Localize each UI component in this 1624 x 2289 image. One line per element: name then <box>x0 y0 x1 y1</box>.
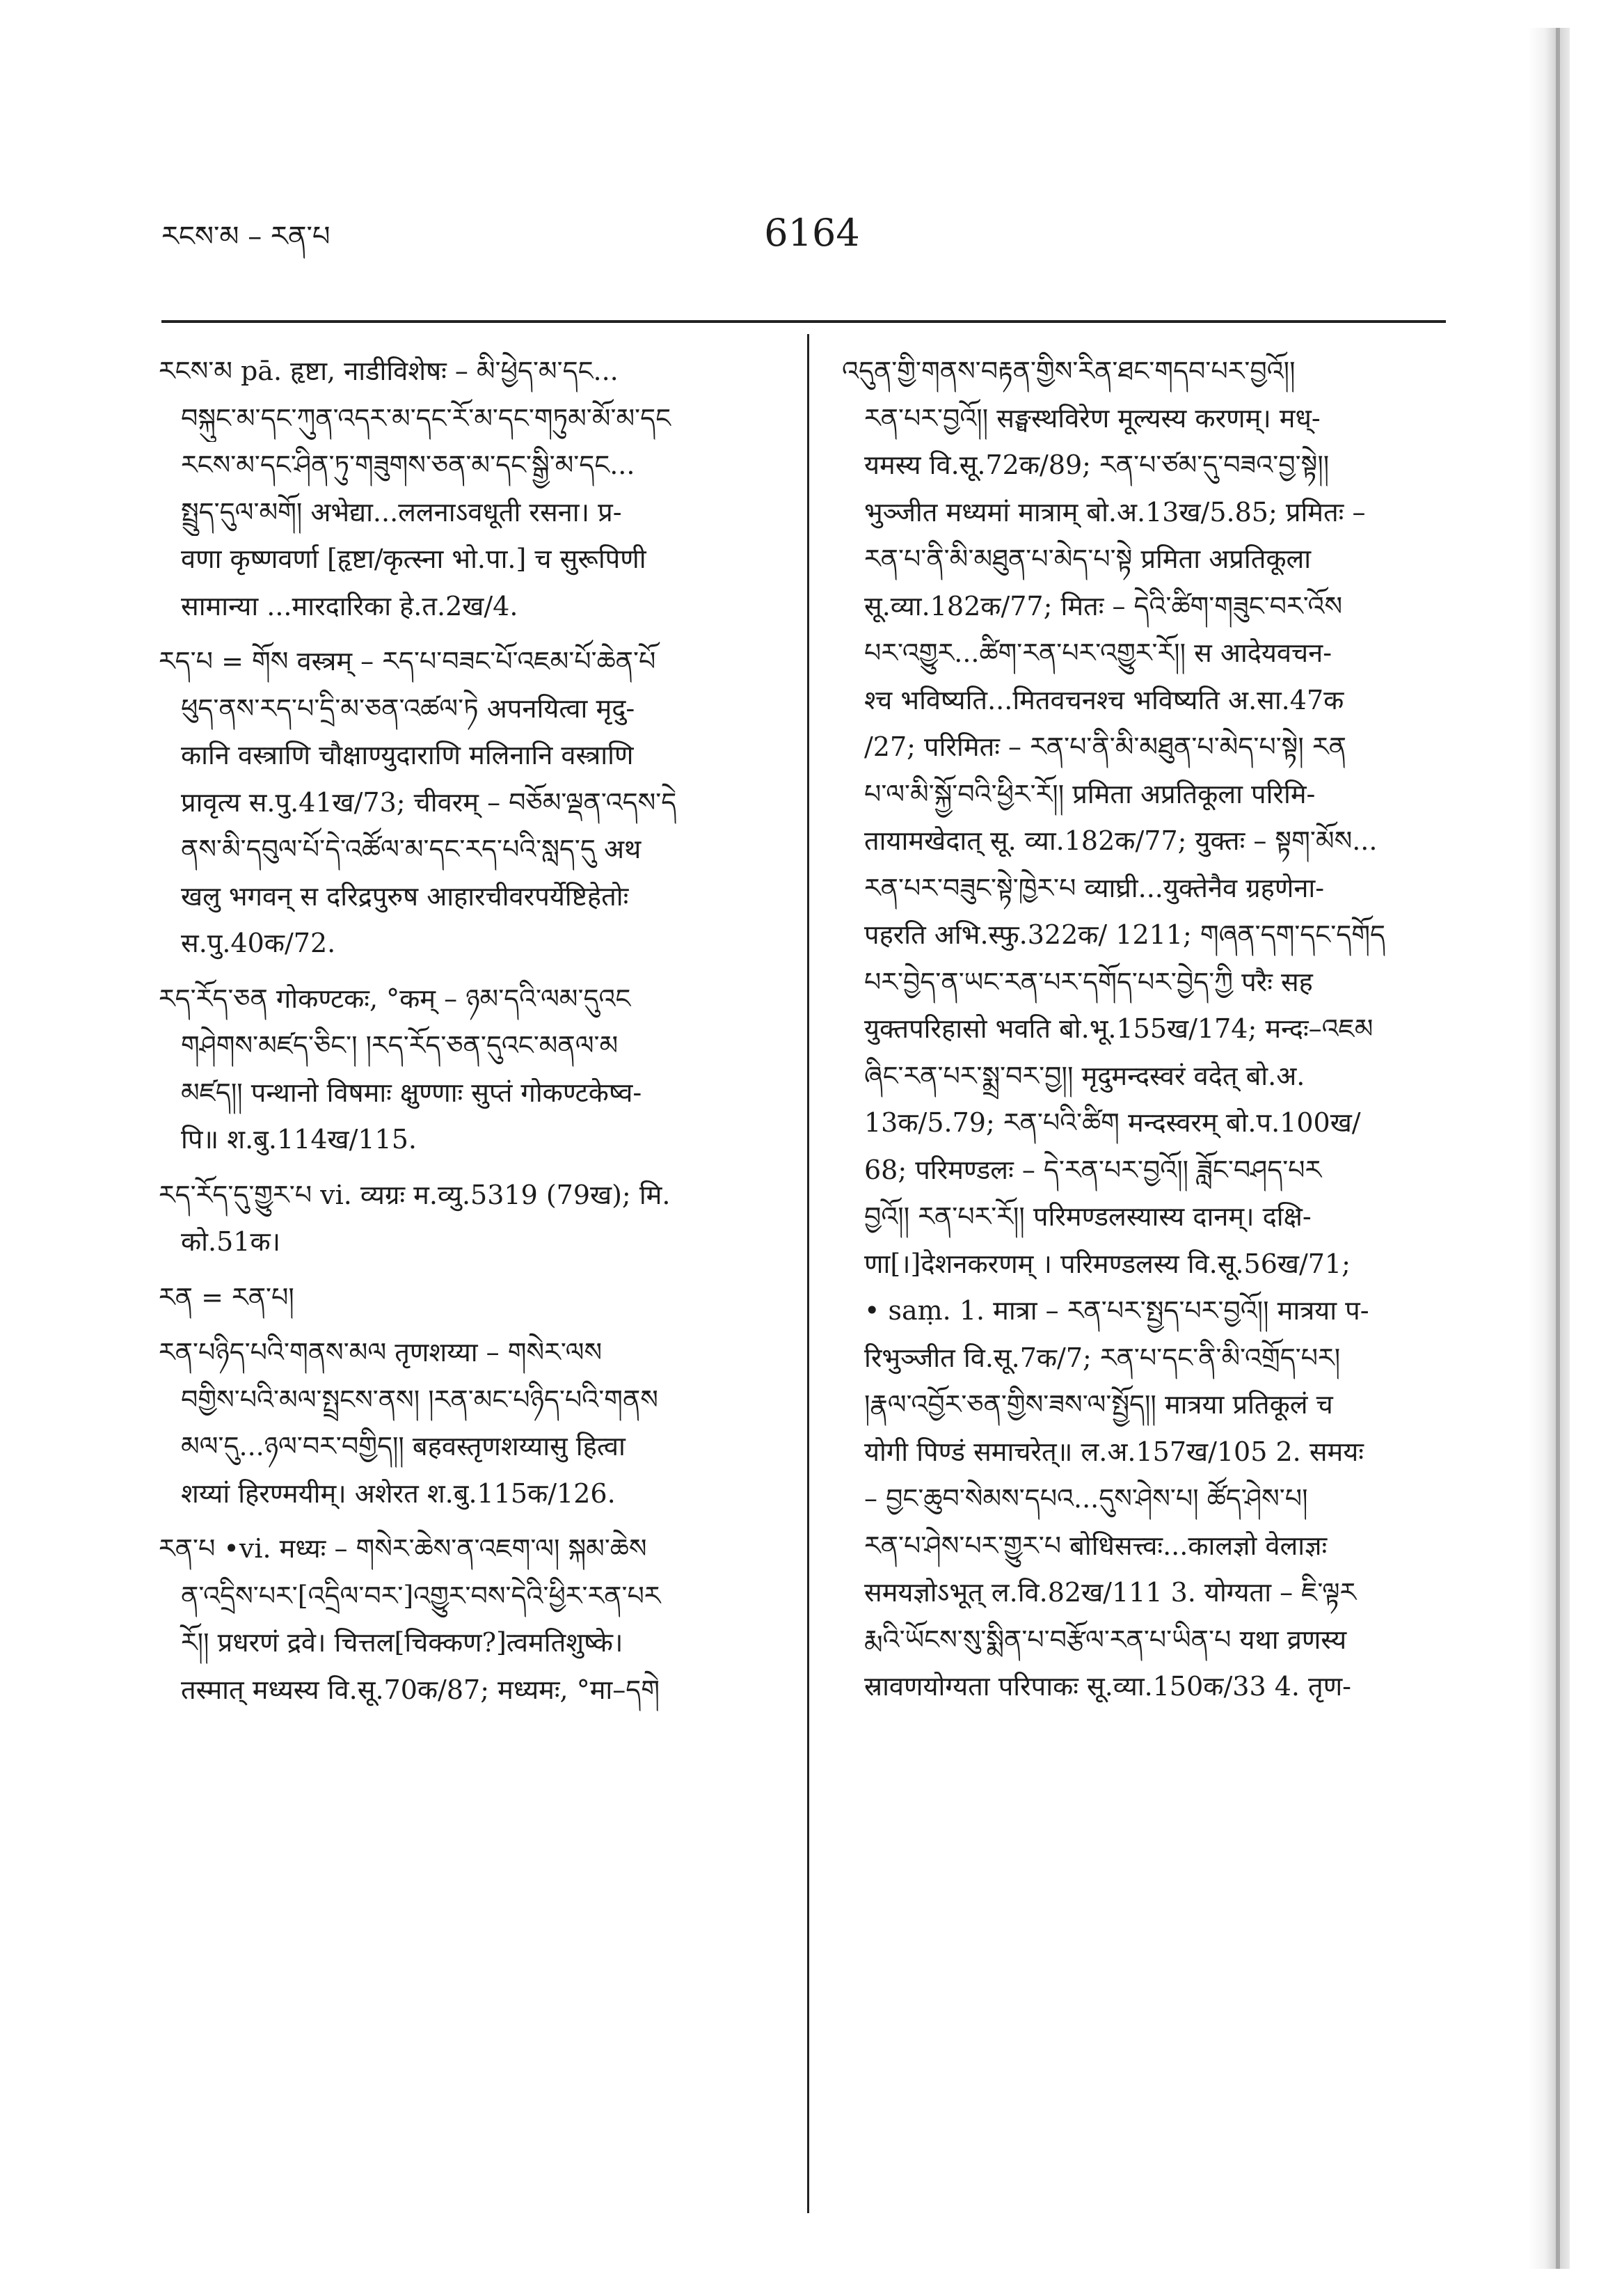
dictionary-entry <box>159 1172 764 1266</box>
entry-line: कानि वस्त्राणि चौक्षाण्युदाराणि मलिनानि वस्त्राणि <box>181 740 634 770</box>
entry-line: को.51क। <box>181 1226 281 1257</box>
entry-line: རན་པར་བྱའོ།། सङ्घस्थविरेण मूल्यस्य करणम्। मध्- <box>864 402 1321 434</box>
entry-line: रिभुञ्जीत वि.सू.7क/7; རན་པ་དང་ནི་མི་འགྲོད་པར། <box>864 1342 1341 1373</box>
entry-line: མལ་དུ...ཉལ་བར་བགྱིད།། बहवस्तृणशय्यासु हित्वा <box>181 1431 626 1462</box>
entry-line: ཞིང་རན་པར་སྨྲ་བར་བྱ།། मृदुमन्दस्वरं वदेत् बो.अ. <box>864 1060 1305 1091</box>
entry-line: རོ།། प्रधरणं द्रवे। चित्तल[चिक्कण?]त्वमतिशुष्के। <box>181 1627 623 1658</box>
left-column <box>159 348 764 1722</box>
entry-line: णा[।]देशनकरणम् । परिमण्डलस्य वि.सू.56ख/71; <box>864 1248 1351 1279</box>
entry-line: प्रावृत्य स.पु.41ख/73; चीवरम् – བཅོམ་ལྡན་འདས་དེ <box>181 786 677 818</box>
entry-line: རན = རན་པ། <box>159 1281 294 1313</box>
page-number: 6164 <box>764 211 860 255</box>
entry-line: /27; परिमितः – རན་པ་ནི་མི་མཐུན་པ་མེད་པ་སྟེ། རན <box>864 731 1346 762</box>
column-divider <box>807 334 809 2213</box>
entry-line: स्रावणयोग्यता परिपाकः सू.व्या.150क/33 4. तृण- <box>864 1671 1352 1702</box>
entry-line: རན་པར་བཟུང་སྟེ་ཁྱེར་པ व्याघ्री...युक्तेनैव ग्रहणेना- <box>864 872 1325 903</box>
dictionary-entry <box>842 348 1447 1711</box>
entry-line: གཤེགས་མཛད་ཅིང་། །རད་རོད་ཅན་དུའང་མནལ་མ <box>181 1030 619 1061</box>
entry-line: རྨའི་ཡོངས་སུ་སྨིན་པ་བརྩོལ་རན་པ་ཡིན་པ यथा व्रणस्य <box>864 1624 1347 1655</box>
entry-line: རན་པ་ནི་མི་མཐུན་པ་མེད་པ་སྟེ प्रमिता अप्रतिकूला <box>864 544 1312 574</box>
entry-line: རད་རོད་དུ་གྱུར་པ vi. व्यग्रः म.व्यु.5319 (79ख); मि. <box>159 1179 671 1210</box>
entry-line: སྤྲུད་དུལ་མགོ། अभेद्या...ललनाऽवधूती रसना। प्र- <box>181 496 622 528</box>
scan-edge-shadow <box>1528 28 1570 2269</box>
entry-line: समयज्ञोऽभूत् ल.वि.82ख/111 3. योग्यता – ཇི་ལྟར <box>864 1577 1357 1608</box>
entry-line: खलु भगवन् स दरिद्रपुरुष आहारचीवरपर्येष्टिहेतोः <box>181 880 629 912</box>
dictionary-entry <box>159 348 764 630</box>
entry-line: युक्तपरिहासो भवति बो.भू.155ख/174; मन्दः–འཇམ <box>864 1013 1374 1044</box>
entry-line: རན་པ •vi. मध्यः – གསེར་ཆེས་ན་འཇག་ལ། སྐམ་ཆེས <box>159 1533 647 1564</box>
entry-line: འདུན་གྱི་གནས་བརྟན་གྱིས་རིན་ཐང་གདབ་པར་བྱའོ།། <box>842 356 1296 386</box>
entry-line: །རྣལ་འབྱོར་ཅན་གྱིས་ཟས་ལ་སྤྱོད།། मात्रया प्रतिकूलं च <box>864 1389 1333 1420</box>
entry-line: भुञ्जीत मध्यमां मात्राम् बो.अ.13ख/5.85; प्रमितः – <box>864 496 1366 528</box>
entry-line: པར་འགྱུར...ཚིག་རན་པར་འགྱུར་རོ།། स आदेयवचन- <box>864 637 1332 668</box>
entry-line: शय्यां हिरण्मयीम्। अशेरत श.बु.115क/126. <box>181 1478 616 1509</box>
dictionary-entry <box>159 976 764 1164</box>
entry-line: རན་པཉིད་པའི་གནས་མལ तृणशय्या – གསེར་ལས <box>159 1337 603 1368</box>
header-rule <box>161 320 1446 323</box>
entry-line: पि॥ श.बु.114ख/115. <box>181 1124 417 1155</box>
entry-line: རངས་མ pā. हृष्टा, नाडीविशेषः – མི་ཕྱེད་མ་དང... <box>159 356 619 386</box>
entry-line: རན་པ་ཤེས་པར་གྱུར་པ बोधिसत्त्वः...कालज्ञो वेलाज्ञः <box>864 1530 1328 1561</box>
entry-line: མཛད།། पन्थानो विषमाः क्षुण्णाः सुप्तं गोकण्टकेष्व- <box>181 1077 642 1108</box>
dictionary-entry <box>159 638 764 967</box>
dictionary-entry <box>159 1274 764 1322</box>
entry-line: ནས་མི་དབུལ་པོ་དེ་འཚོལ་མ་དང་རད་པའི་སླད་དུ अथ <box>181 834 642 864</box>
entry-line: स.पु.40क/72. <box>181 928 336 958</box>
entry-line: यमस्य वि.सू.72क/89; རན་པ་ཙམ་དུ་བཟའ་བྱ་སྟེ།། <box>864 450 1330 480</box>
dictionary-entry <box>159 1329 764 1517</box>
entry-line: सामान्या ...मारदारिका हे.त.2ख/4. <box>181 590 518 621</box>
entry-line: पहरति अभि.स्फु.322क/ 1211; གཞན་དག་དང་དགོད <box>864 919 1385 950</box>
entry-line: श्च भविष्यति...मितवचनश्च भविष्यति अ.सा.47क <box>864 684 1344 715</box>
entry-line: རད་རོད་ཅན गोकण्टकः, °कम् – ཉམ་དའི་ལམ་དུའང <box>159 983 631 1014</box>
entry-line: सू.व्या.182क/77; मितः – དེའི་ཚིག་གཟུང་བར་འོས <box>864 590 1343 621</box>
running-head: རངས་མ – རན་པ <box>161 221 331 253</box>
entry-line: • saṃ. 1. मात्रा – རན་པར་སྤྱད་པར་བྱའོ།། मात्रया प- <box>864 1295 1369 1326</box>
entry-line: – བྱང་ཆུབ་སེམས་དཔའ...དུས་ཤེས་པ། ཚོད་ཤེས་པ། <box>864 1483 1308 1514</box>
entry-line: वणा कृष्णवर्णा [हृष्टा/कृत्स्ना भो.पा.] च सुरूपिणी <box>181 544 646 574</box>
dictionary-entry <box>159 1526 764 1713</box>
right-column <box>842 348 1447 1719</box>
entry-line: ཕུད་ནས་རད་པ་དྲི་མ་ཅན་འཚལ་ཏེ अपनयित्वा मृदु- <box>181 692 635 724</box>
entry-line: པར་བྱེད་ན་ཡང་རན་པར་དགོད་པར་བྱེད་ཀྱི परैः सह <box>864 966 1313 997</box>
scan-edge-line <box>1556 28 1560 2269</box>
entry-line: 13क/5.79; རན་པའི་ཚིག मन्दस्वरम् बो.प.100ख/ <box>864 1107 1361 1138</box>
entry-line: योगी पिण्डं समाचरेत्॥ ल.अ.157ख/105 2. समयः <box>864 1436 1364 1467</box>
entry-line: तस्मात् मध्यस्य वि.सू.70क/87; मध्यमः, °मा–དགེ <box>181 1674 660 1705</box>
entry-line: ན་འདྲིས་པར་[འདྲིལ་བར་]འགྱུར་བས་དེའི་ཕྱིར་རན་པར <box>181 1580 661 1611</box>
entry-line: तायामखेदात् सू. व्या.182क/77; युक्तः – སྟག་མོས... <box>864 825 1378 856</box>
entry-line: བྱའོ།། རན་པར་རོ།། परिमण्डलस्यास्य दानम्। दक्षि- <box>864 1201 1312 1232</box>
entry-line: པ་ལ་མི་སྐྱོ་བའི་ཕྱིར་རོ།། प्रमिता अप्रतिकूला परिमि- <box>864 778 1316 809</box>
entry-line: རངས་མ་དང་ཤིན་ཏུ་གཟུགས་ཅན་མ་དང་སྒྱི་མ་དང... <box>181 450 635 480</box>
entry-line: བསྐུང་མ་དང་ཀུན་འདར་མ་དང་རོ་མ་དང་གཏུམ་མོ་མ་དང <box>181 402 671 434</box>
entry-line: 68; परिमण्डलः – དེ་རན་པར་བྱའོ།། ཟློང་བཤད་པར <box>864 1154 1322 1185</box>
entry-line: རད་པ = གོས वस्त्रम् – རད་པ་བཟང་པོ་འཇམ་པོ་ཆེན་པོ <box>159 646 656 676</box>
entry-line: བགྱིས་པའི་མལ་སྤྲངས་ནས། །རན་མང་པཉིད་པའི་གནས <box>181 1384 658 1415</box>
